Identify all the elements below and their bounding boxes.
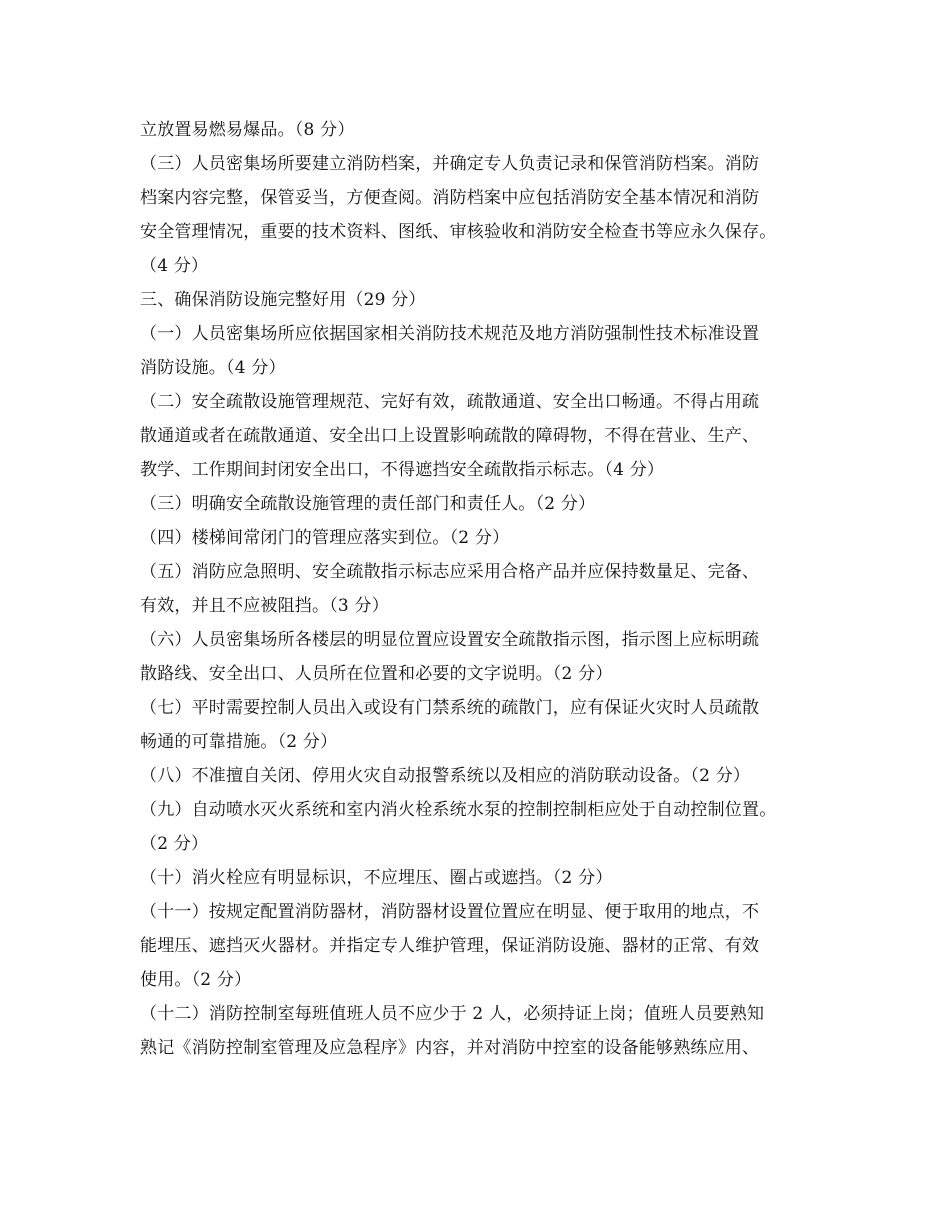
text-line: 立放置易燃易爆品。（8 分） [140, 120, 355, 140]
text-line: 教学、工作期间封闭安全出口，不得遮挡安全疏散指示标志。（4 分） [140, 460, 665, 480]
text-line: 消防设施。（4 分） [140, 358, 286, 378]
text-line: 散通道或者在疏散通道、安全出口上设置影响疏散的障碍物，不得在营业、生产、 [140, 426, 760, 446]
text-line: （九）自动喷水灭火系统和室内消火栓系统水泵的控制控制柜应处于自动控制位置。 [140, 800, 777, 820]
text-line: 能埋压、遮挡灭火器材。并指定专人维护管理，保证消防设施、器材的正常、有效 [140, 936, 760, 956]
text-line: （二）安全疏散设施管理规范、完好有效，疏散通道、安全出口畅通。不得占用疏 [140, 392, 760, 412]
text-line: （四）楼梯间常闭门的管理应落实到位。（2 分） [140, 528, 510, 548]
text-line: （十一）按规定配置消防器材，消防器材设置位置应在明显、便于取用的地点，不 [140, 902, 760, 922]
text-line: 档案内容完整，保管妥当，方便查阅。消防档案中应包括消防安全基本情况和消防 [140, 188, 760, 208]
text-line: （2 分） [140, 834, 209, 854]
text-line: （八）不准擅自关闭、停用火灾自动报警系统以及相应的消防联动设备。（2 分） [140, 766, 751, 786]
text-line: （三）明确安全疏散设施管理的责任部门和责任人。（2 分） [140, 494, 596, 514]
text-line: （一）人员密集场所应依据国家相关消防技术规范及地方消防强制性技术标准设置 [140, 324, 760, 344]
text-line: （十二）消防控制室每班值班人员不应少于 2 人，必须持证上岗；值班人员要熟知 [140, 1004, 765, 1024]
text-line: 散路线、安全出口、人员所在位置和必要的文字说明。（2 分） [140, 664, 613, 684]
text-line: （七）平时需要控制人员出入或设有门禁系统的疏散门，应有保证火灾时人员疏散 [140, 698, 760, 718]
text-line: （六）人员密集场所各楼层的明显位置应设置安全疏散指示图，指示图上应标明疏 [140, 630, 760, 650]
section-heading: 三、确保消防设施完整好用（29 分） [140, 290, 426, 310]
text-line: 畅通的可靠措施。（2 分） [140, 732, 338, 752]
text-line: 安全管理情况，重要的技术资料、图纸、审核验收和消防安全检查书等应永久保存。 [140, 222, 777, 242]
text-line: 熟记《消防控制室管理及应急程序》内容，并对消防中控室的设备能够熟练应用、 [140, 1038, 760, 1058]
text-line: （4 分） [140, 256, 209, 276]
text-line: 使用。（2 分） [140, 970, 252, 990]
text-line: （五）消防应急照明、安全疏散指示标志应采用合格产品并应保持数量足、完备、 [140, 562, 760, 582]
text-line: 有效，并且不应被阻挡。（3 分） [140, 596, 389, 616]
text-line: （三）人员密集场所要建立消防档案，并确定专人负责记录和保管消防档案。消防 [140, 154, 760, 174]
text-line: （十）消火栓应有明显标识，不应埋压、圈占或遮挡。（2 分） [140, 868, 613, 888]
document-body [140, 113, 820, 1065]
